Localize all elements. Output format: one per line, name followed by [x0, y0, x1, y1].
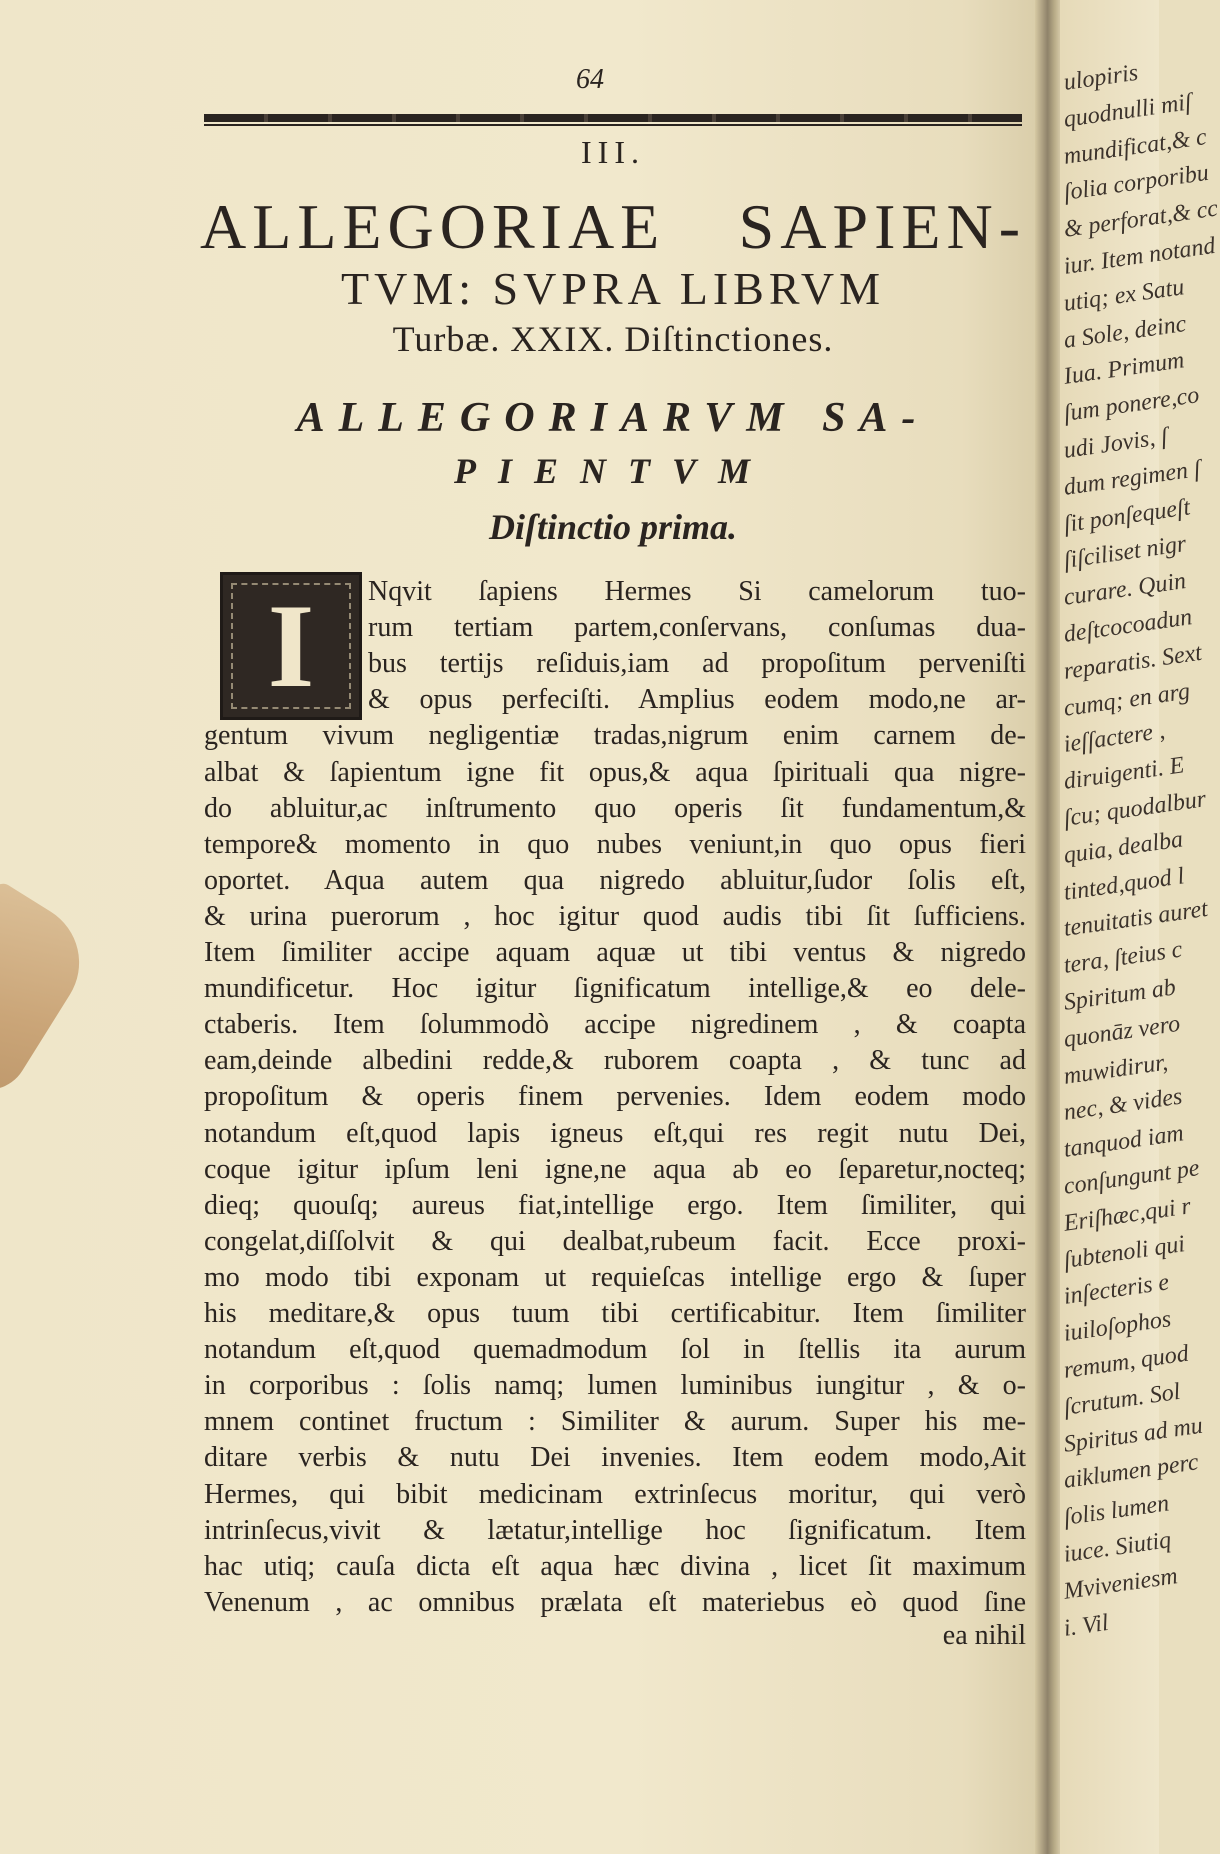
- facing-page-line: ſubtenoli qui: [1062, 1230, 1187, 1274]
- facing-page-line: curare. Quin: [1062, 568, 1188, 612]
- facing-page-line: quonāz vero: [1062, 1010, 1182, 1053]
- section-number: III.: [581, 134, 645, 170]
- facing-page-line: quodnulli miſ: [1062, 89, 1194, 133]
- text-line: intrinſecus,vivit & lætatur,intellige hoc ſignificatum. Item: [204, 1514, 1026, 1546]
- text-line: albat & ſapientum igne fit opus,& aqua ſpirituali qua nigre-: [204, 756, 1026, 788]
- facing-page-line: iuiloſophos: [1062, 1306, 1173, 1348]
- subtitle-line-1: ALLEGORIARVM SA-: [296, 395, 930, 441]
- subtitle-line-3: Diſtinctio prima.: [488, 507, 737, 547]
- page-number: 64: [576, 64, 604, 95]
- facing-page-line: reparatis. Sext: [1062, 639, 1204, 685]
- facing-page-line: tanquod iam: [1062, 1120, 1186, 1164]
- header-rule-thin: [204, 124, 1022, 126]
- facing-page-line: ſcrutum. Sol: [1062, 1378, 1182, 1421]
- drop-cap-initial: I: [220, 572, 362, 720]
- facing-page-line: ieſſactere ,: [1062, 718, 1167, 759]
- facing-page-line: Spiritus ad mu: [1062, 1412, 1205, 1458]
- facing-page-line: ulopiris: [1062, 59, 1140, 96]
- text-line: notandum eſt,quod quemadmodum ſol in ſtellis ita aurum: [204, 1334, 1026, 1366]
- title-line-3: Turbæ. XXIX. Diſtinctiones.: [392, 319, 834, 359]
- facing-page-line: dum regimen ſ: [1062, 455, 1203, 501]
- facing-page-line: Spiritum ab: [1062, 974, 1178, 1016]
- text-line: congelat,diſſolvit & qui dealbat,rubeum facit. Ecce proxi-: [204, 1225, 1026, 1257]
- text-line: Nqvit ſapiens Hermes Si camelorum tuo-: [368, 576, 1026, 607]
- facing-page-line: nec, & vides: [1062, 1083, 1184, 1127]
- facing-page-line: ſum ponere,co: [1062, 382, 1201, 428]
- facing-page-line: quia, dealba: [1062, 826, 1185, 869]
- facing-page-line: mundificat,& c: [1062, 123, 1209, 170]
- facing-page-line: remum, quod: [1062, 1340, 1191, 1384]
- text-line: ctaberis. Item ſolummodò accipe nigredinem , & coapta: [204, 1009, 1026, 1041]
- text-line: bus tertijs reſiduis,iam ad propoſitum perveniſti: [368, 648, 1026, 680]
- text-line: ditare verbis & nutu Dei invenies. Item eodem modo,Ait: [204, 1442, 1026, 1474]
- text-line: mnem continet fructum : Similiter & aurum. Super his me-: [204, 1406, 1026, 1438]
- text-line: his meditare,& opus tuum tibi certificabitur. Item ſimiliter: [204, 1298, 1026, 1329]
- facing-page-line: aiklumen perc: [1062, 1449, 1201, 1495]
- facing-page-line: ſiſciliset nigr: [1062, 531, 1188, 575]
- facing-page-line: deſtcocoadun: [1062, 604, 1194, 648]
- text-line: mundificetur. Hoc igitur ſignificatum intellige,& eo dele-: [204, 973, 1026, 1005]
- facing-page: [1060, 0, 1220, 1854]
- text-line: & opus perfeciſti. Amplius eodem modo,ne ar-: [368, 684, 1026, 716]
- facing-page-line: tenuitatis auret: [1062, 896, 1210, 943]
- facing-page-line: Iua. Primum: [1062, 347, 1186, 391]
- facing-page-line: utiq; ex Satu: [1062, 274, 1186, 317]
- facing-page-line: inſecteris e: [1062, 1269, 1171, 1311]
- facing-page-line: diruigenti. E: [1062, 752, 1186, 796]
- facing-page-line: udi Jovis, ſ: [1062, 423, 1170, 464]
- text-line: Item ſimiliter accipe aquam aquæ ut tibi ventus & nigredo: [204, 937, 1026, 968]
- facing-page-line: & perforat,& cc: [1062, 195, 1220, 244]
- facing-page-line: tera, ſteius c: [1062, 936, 1184, 980]
- text-line: mo modo tibi exponam ut requieſcas intellige ergo & ſuper: [204, 1261, 1026, 1293]
- text-line: eam,deinde albedini redde,& ruborem coapta , & tunc ad: [204, 1045, 1026, 1077]
- facing-page-line: cumq; en arg: [1062, 678, 1192, 722]
- facing-page-line: a Sole, deinc: [1062, 310, 1188, 354]
- subtitle-line-2: PIENTVM: [453, 451, 773, 491]
- text-line: propoſitum & operis finem pervenies. Idem eodem modo: [204, 1081, 1026, 1113]
- title-line-1: ALLEGORIAE SAPIEN-: [200, 191, 1026, 262]
- text-line: coque igitur ipſum leni igne,ne aqua ab eo ſeparetur,nocteq;: [204, 1153, 1026, 1185]
- text-line: notandum eſt,quod lapis igneus eſt,qui res regit nutu Dei,: [204, 1117, 1026, 1149]
- facing-page-line: ſolia corporibu: [1062, 160, 1211, 207]
- text-line: dieq; quouſq; aureus fiat,intellige ergo. Item ſimiliter, qui: [204, 1189, 1026, 1221]
- text-line: Hermes, qui bibit medicinam extrinſecus moritur, qui verò: [204, 1478, 1026, 1510]
- facing-page-line: Mviveniesm: [1062, 1562, 1180, 1605]
- facing-page-line: conſungunt pe: [1062, 1155, 1202, 1200]
- facing-page-line: iur. Item notand: [1062, 232, 1217, 280]
- facing-page-line: Eriſhæc,qui r: [1062, 1193, 1193, 1237]
- facing-page-line: ſit ponſequeſt: [1062, 494, 1192, 538]
- text-line: oportet. Aqua autem qua nigredo abluitur,ſudor ſolis eſt,: [204, 864, 1026, 896]
- header-rule: [204, 114, 1022, 122]
- text-line: rum tertiam partem,conſervans, conſumas dua-: [368, 612, 1026, 644]
- book-gutter: [1035, 0, 1063, 1854]
- text-line: Venenum , ac omnibus prælata eſt materiebus eò quod ſine: [204, 1586, 1026, 1618]
- facing-page-line: i. Vil: [1062, 1609, 1111, 1642]
- facing-page-line: iuce. Siutiq: [1062, 1527, 1173, 1568]
- facing-page-line: ſolis lumen: [1062, 1490, 1171, 1532]
- facing-page-line: ſcu; quodalbur: [1062, 786, 1208, 832]
- text-line: & urina puerorum , hoc igitur quod audis tibi ſit ſufficiens.: [204, 900, 1026, 932]
- title-line-2: TVM: SVPRA LIBRVM: [341, 263, 885, 314]
- facing-page-line: muwidirur,: [1062, 1049, 1170, 1090]
- text-line: tempore& momento in quo nubes veniunt,in quo opus fieri: [204, 828, 1026, 860]
- text-line: do abluitur,ac inſtrumento quo operis ſit fundamentum,&: [204, 792, 1026, 824]
- catchword: ea nihil: [942, 1620, 1026, 1651]
- facing-page-line: tinted,quod l: [1062, 862, 1186, 906]
- text-line: in corporibus : ſolis namq; lumen luminibus iungitur , & o-: [204, 1370, 1026, 1402]
- text-line: hac utiq; cauſa dicta eſt aqua hæc divina , licet ſit maximum: [204, 1550, 1026, 1582]
- text-line: gentum vivum negligentiæ tradas,nigrum enim carnem de-: [204, 720, 1026, 752]
